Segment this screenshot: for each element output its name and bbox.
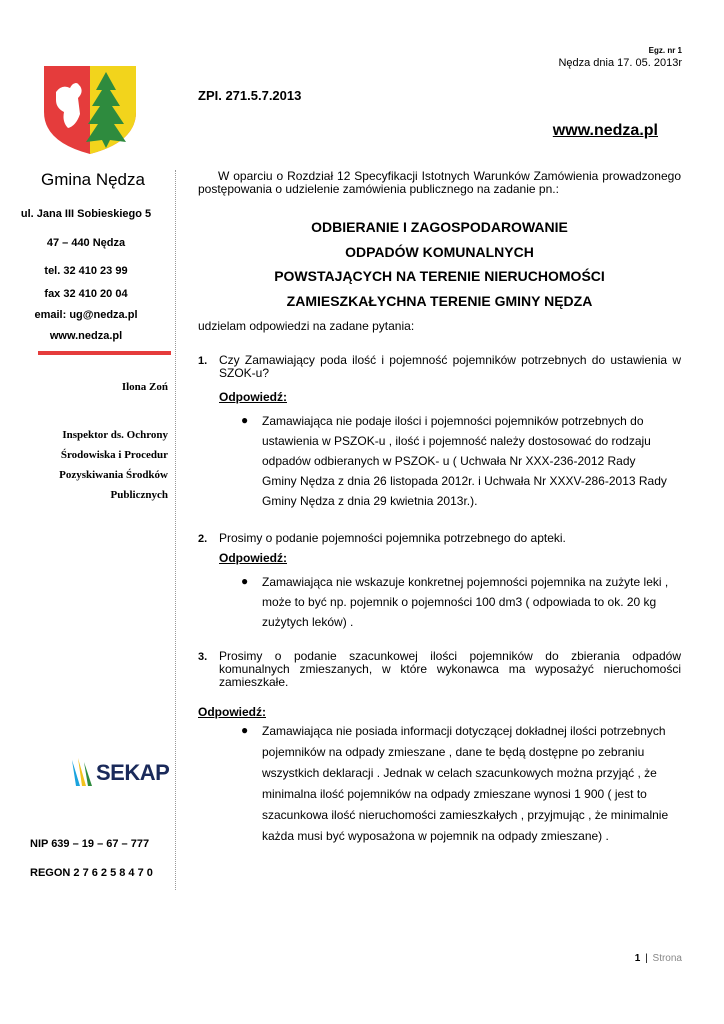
divider bbox=[38, 351, 171, 355]
sidebar-website[interactable]: www.nedza.pl bbox=[49, 330, 123, 342]
sekap-logo: SEKAP bbox=[70, 756, 160, 790]
answer-text: Zamawiająca nie posiada informacji dotyczącej dokładnej ilości potrzebnych pojemników na odpady zmieszane , dane te będą dostępne po zebraniu wszystkich deklaracji . Jednak w celach szacunkowych można przyjąć , że minimalna ilość pojemników na odpady zmieszane wynosi 1 900 ( jest to szacunkowa ilość nieruchomości zamieszkałych , przyjmując , że minimalnie każda musi być wyposażona w pojemnik na odpady zmieszane) . bbox=[262, 724, 669, 843]
task-title-line-1: ODBIERANIE I ZAGOSPODAROWANIE bbox=[311, 219, 568, 235]
page-number: 1 bbox=[634, 953, 641, 964]
question-text: Prosimy o podanie szacunkowej ilości pojemników do zbierania odpadów komunalnych zmieszanych, w które wykonawca ma wyposażyć nieruchomości zamieszkałe. bbox=[219, 649, 681, 689]
reference-number: ZPI. 271.5.7.2013 bbox=[198, 88, 302, 103]
answer-text: Zamawiająca nie podaje ilości i pojemności pojemników potrzebnych do ustawienia w PSZOK-u , ilość i pojemność należy dostosować do rodzaju odpadów odbieranych w PSZOK- u ( Uchwała Nr XXX-236-2012 Rady Gminy Nędza z dnia 26 listopada 2012r. i Uchwała Nr XXXV-286-2013 Rady Gminy Nędza z dnia 29 kwietnia 2013r.). bbox=[262, 414, 667, 508]
question-number: 2. bbox=[198, 533, 208, 545]
question-text: Czy Zamawiający poda ilość i pojemność pojemników potrzebnych do ustawienia w SZOK-u? bbox=[219, 353, 681, 380]
date-line: Nędza dnia 17. 05. 2013r bbox=[558, 57, 682, 69]
email[interactable]: email: ug@nedza.pl bbox=[34, 309, 138, 321]
contact-person: Ilona Zoń bbox=[121, 381, 168, 393]
task-title-line-4: ZAMIESZKAŁYCHNA TERENIE GMINY NĘDZA bbox=[286, 293, 593, 309]
footer-label: Strona bbox=[652, 953, 682, 964]
answer-label: Odpowiedź: bbox=[198, 705, 266, 719]
task-title-line-3: POWSTAJĄCYCH NA TERENIE NIERUCHOMOŚCI bbox=[274, 268, 605, 284]
answer-intro: udzielam odpowiedzi na zadane pytania: bbox=[198, 319, 415, 333]
phone: tel. 32 410 23 99 bbox=[44, 265, 128, 277]
question-number: 3. bbox=[198, 651, 208, 663]
answer-text: Zamawiająca nie wskazuje konkretnej pojemności pojemnika na zużyte leki , może to być np. pojemnik o pojemności 100 dm3 ( odpowiada to ok. 20 kg zużytych leków) . bbox=[262, 575, 669, 629]
bullet: ● bbox=[241, 574, 249, 588]
question-number: 1. bbox=[198, 355, 208, 367]
sekap-logo-icon bbox=[70, 756, 96, 790]
gmina-crest-icon bbox=[40, 62, 140, 156]
bullet: ● bbox=[241, 723, 249, 737]
sidebar-separator bbox=[175, 170, 176, 890]
contact-role: Inspektor ds. Ochrony Środowiska i Procedur Pozyskiwania Środków Publicznych bbox=[59, 429, 168, 501]
nip: NIP 639 – 19 – 67 – 777 bbox=[30, 838, 150, 850]
intro-paragraph: W oparciu o Rozdział 12 Specyfikacji Istotnych Warunków Zamówienia prowadzonego postępowania o udzielenie zamówienia publicznego na zadanie pn.: bbox=[198, 169, 681, 196]
copy-number: Egz. nr 1 bbox=[648, 46, 682, 55]
fax: fax 32 410 20 04 bbox=[44, 288, 128, 300]
question-text: Prosimy o podanie pojemności pojemnika potrzebnego do apteki. bbox=[219, 531, 566, 545]
page-footer bbox=[635, 953, 682, 964]
answer-label: Odpowiedź: bbox=[219, 390, 287, 404]
gmina-name: Gmina Nędza bbox=[41, 170, 145, 189]
website-link[interactable]: www.nedza.pl bbox=[552, 122, 658, 139]
answer-label: Odpowiedź: bbox=[219, 551, 287, 565]
bullet: ● bbox=[241, 413, 249, 427]
postal-code: 47 – 440 Nędza bbox=[46, 237, 126, 249]
task-title-line-2: ODPADÓW KOMUNALNYCH bbox=[345, 244, 534, 260]
footer-separator: | bbox=[645, 953, 648, 964]
address: ul. Jana III Sobieskiego 5 bbox=[20, 208, 152, 220]
regon: REGON 2 7 6 2 5 8 4 7 0 bbox=[30, 867, 153, 879]
